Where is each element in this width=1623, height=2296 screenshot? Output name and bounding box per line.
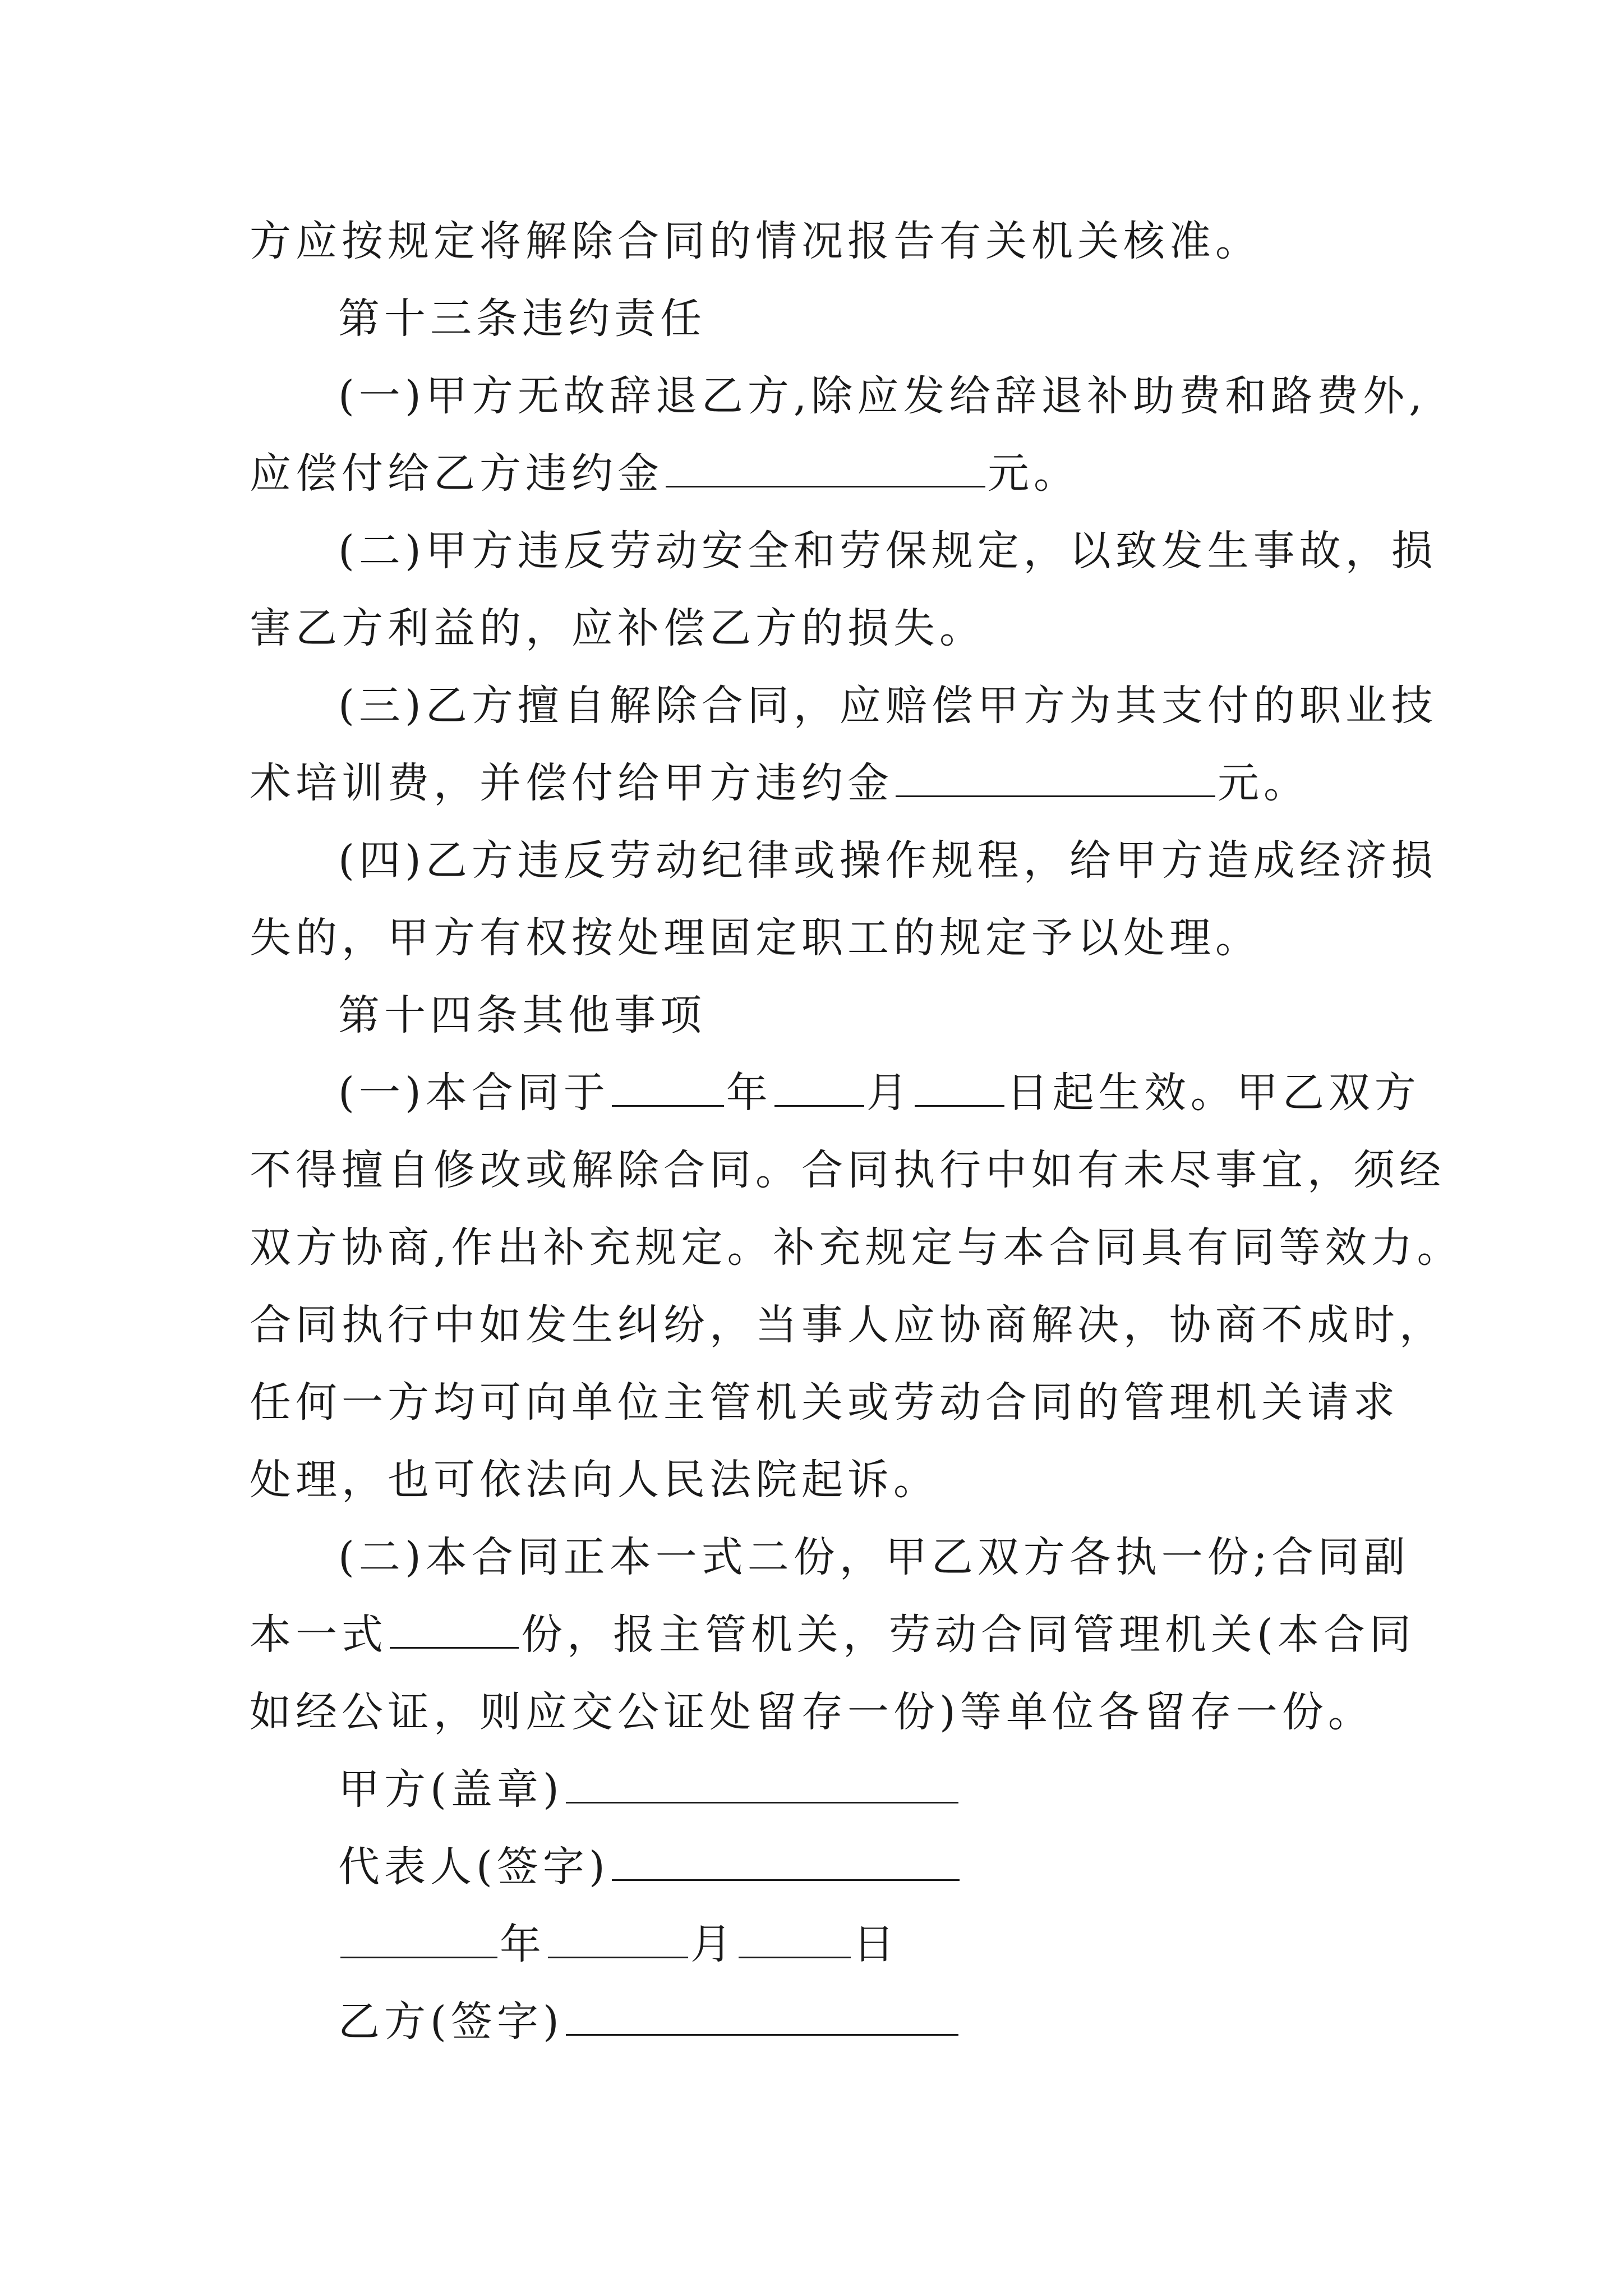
text: (二)本合同正本一式二份，甲乙双方各执一份;合同副 bbox=[338, 1533, 1410, 1581]
text: 年 bbox=[726, 1069, 772, 1117]
article-13-item-1-cont bbox=[250, 440, 1399, 517]
article-13-item-1 bbox=[250, 362, 1427, 440]
article-13-item-2-cont bbox=[250, 595, 1399, 672]
party-a-signature-line bbox=[250, 1756, 1399, 1833]
article-13-item-3 bbox=[250, 672, 1437, 749]
article-13-title bbox=[250, 285, 1399, 362]
effective-year-blank[interactable] bbox=[612, 1065, 724, 1107]
text: 日起生效。甲乙双方 bbox=[1006, 1069, 1421, 1117]
text: 元。 bbox=[1218, 759, 1310, 807]
text: 方应按规定将解除合同的情况报告有关机关核准。 bbox=[250, 217, 1261, 265]
text: 本一式 bbox=[250, 1611, 388, 1659]
text: 害乙方利益的，应补偿乙方的损失。 bbox=[250, 604, 985, 652]
text: 如经公证，则应交公证处留存一份)等单位各留存一份。 bbox=[250, 1688, 1374, 1736]
label: 甲方(盖章) bbox=[338, 1765, 564, 1814]
heading-text: 第十三条违约责任 bbox=[338, 295, 706, 343]
effective-month-blank[interactable] bbox=[774, 1065, 864, 1107]
signature-date-line bbox=[250, 1911, 1399, 1988]
text: 双方协商,作出补充规定。补充规定与本合同具有同等效力。 bbox=[250, 1223, 1463, 1272]
heading-text: 第十四条其他事项 bbox=[338, 991, 706, 1039]
article-14-item-2-cont bbox=[250, 1601, 1415, 1678]
text: 不得擅自修改或解除合同。合同执行中如有未尽事宜，须经 bbox=[250, 1146, 1445, 1194]
label: 代表人(签字) bbox=[338, 1843, 610, 1891]
article-14-item-2-cont bbox=[250, 1678, 1399, 1756]
penalty-amount-blank[interactable] bbox=[666, 445, 985, 487]
text: 年 bbox=[500, 1920, 546, 1968]
article-13-item-4-cont bbox=[250, 904, 1399, 982]
article-14-item-1-cont bbox=[250, 1137, 1445, 1214]
article-14-item-1-cont bbox=[250, 1446, 1399, 1524]
penalty-amount-blank[interactable] bbox=[896, 755, 1215, 797]
text: 合同执行中如发生纠纷，当事人应协商解决，协商不成时， bbox=[250, 1301, 1445, 1349]
article-14-item-1 bbox=[250, 1059, 1421, 1137]
text: (一)本合同于 bbox=[338, 1069, 610, 1117]
text: 失的，甲方有权按处理固定职工的规定予以处理。 bbox=[250, 914, 1261, 962]
article-14-item-2 bbox=[250, 1524, 1410, 1601]
copies-count-blank[interactable] bbox=[390, 1607, 519, 1649]
text: (二)甲方违反劳动安全和劳保规定，以致发生事故，损 bbox=[338, 527, 1437, 575]
article-13-item-2 bbox=[250, 517, 1437, 595]
party-b-signature-line bbox=[250, 1988, 1399, 2065]
text: 处理，也可依法向人民法院起诉。 bbox=[250, 1456, 939, 1504]
effective-day-blank[interactable] bbox=[915, 1065, 1004, 1107]
sign-year-blank[interactable] bbox=[340, 1916, 497, 1958]
representative-signature-line bbox=[250, 1833, 1399, 1911]
article-14-item-1-cont bbox=[250, 1369, 1399, 1446]
article-13-item-3-cont bbox=[250, 749, 1399, 827]
contract-body bbox=[250, 208, 1463, 2065]
text: 月 bbox=[866, 1069, 912, 1117]
article-14-item-1-cont bbox=[250, 1214, 1463, 1291]
paragraph-line bbox=[250, 208, 1399, 285]
text: 术培训费，并偿付给甲方违约金 bbox=[250, 759, 893, 807]
party-b-signature-blank[interactable] bbox=[566, 1994, 958, 2036]
article-13-item-4 bbox=[250, 827, 1437, 904]
text: (一)甲方无故辞退乙方,除应发给辞退补助费和路费外, bbox=[338, 372, 1427, 420]
text: 应偿付给乙方违约金 bbox=[250, 449, 663, 498]
representative-signature-blank[interactable] bbox=[612, 1839, 960, 1881]
text: (三)乙方擅自解除合同，应赔偿甲方为其支付的职业技 bbox=[338, 682, 1437, 730]
text: 日 bbox=[853, 1920, 899, 1968]
article-14-item-1-cont bbox=[250, 1291, 1445, 1369]
article-14-title bbox=[250, 982, 1399, 1059]
sign-month-blank[interactable] bbox=[548, 1916, 688, 1958]
text: 月 bbox=[690, 1920, 736, 1968]
text: 元。 bbox=[988, 449, 1080, 498]
sign-day-blank[interactable] bbox=[739, 1916, 851, 1958]
label: 乙方(签字) bbox=[338, 1998, 564, 2046]
text: 份，报主管机关，劳动合同管理机关(本合同 bbox=[521, 1611, 1415, 1659]
party-a-seal-blank[interactable] bbox=[566, 1761, 958, 1803]
text: 任何一方均可向单位主管机关或劳动合同的管理机关请求 bbox=[250, 1378, 1399, 1427]
text: (四)乙方违反劳动纪律或操作规程，给甲方造成经济损 bbox=[338, 836, 1437, 885]
